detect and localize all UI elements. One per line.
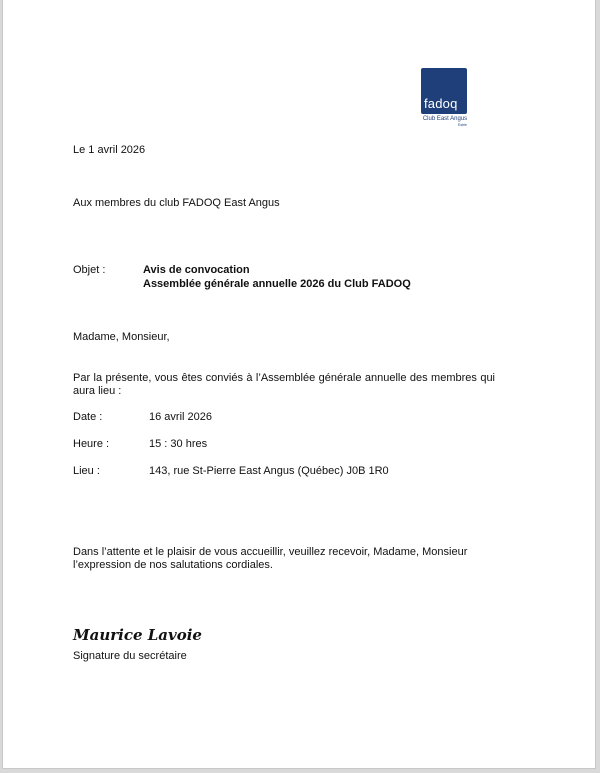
logo-box	[421, 68, 467, 114]
closing-paragraph: Dans l’attente et le plaisir de vous accueillir, veuillez recevoir, Madame, Monsieur l’expression de nos salutations cordiales.	[73, 546, 468, 571]
detail-value-place: 143, rue St-Pierre East Angus (Québec) J0B 1R0	[149, 465, 389, 477]
detail-value-time: 15 : 30 hres	[149, 438, 208, 450]
intro-paragraph: Par la présente, vous êtes conviés à l’Assemblée générale annuelle des membres qui aura lieu :	[73, 372, 495, 397]
handwritten-signature: Maurice Lavoie	[73, 626, 202, 644]
detail-label-time: Heure :	[73, 438, 110, 450]
subject-line-2: Assemblée générale annuelle 2026 du Club FADOQ	[143, 278, 411, 290]
subject-label: Objet :	[73, 264, 106, 276]
salutation: Madame, Monsieur,	[73, 331, 170, 343]
logo-word: fadoq	[424, 96, 458, 111]
subject-line-1: Avis de convocation	[143, 264, 250, 276]
fadoq-logo	[421, 68, 469, 127]
logo-region: Estrie	[458, 123, 467, 127]
date-line: Le 1 avril 2026	[73, 144, 146, 156]
signature-title: Signature du secrétaire	[73, 650, 187, 662]
detail-label-date: Date :	[73, 411, 103, 423]
letter-page	[2, 0, 596, 769]
detail-label-place: Lieu :	[73, 465, 100, 477]
detail-value-date: 16 avril 2026	[149, 411, 212, 423]
recipient: Aux membres du club FADOQ East Angus	[73, 197, 280, 209]
logo-club-name: Club East Angus	[422, 116, 468, 122]
